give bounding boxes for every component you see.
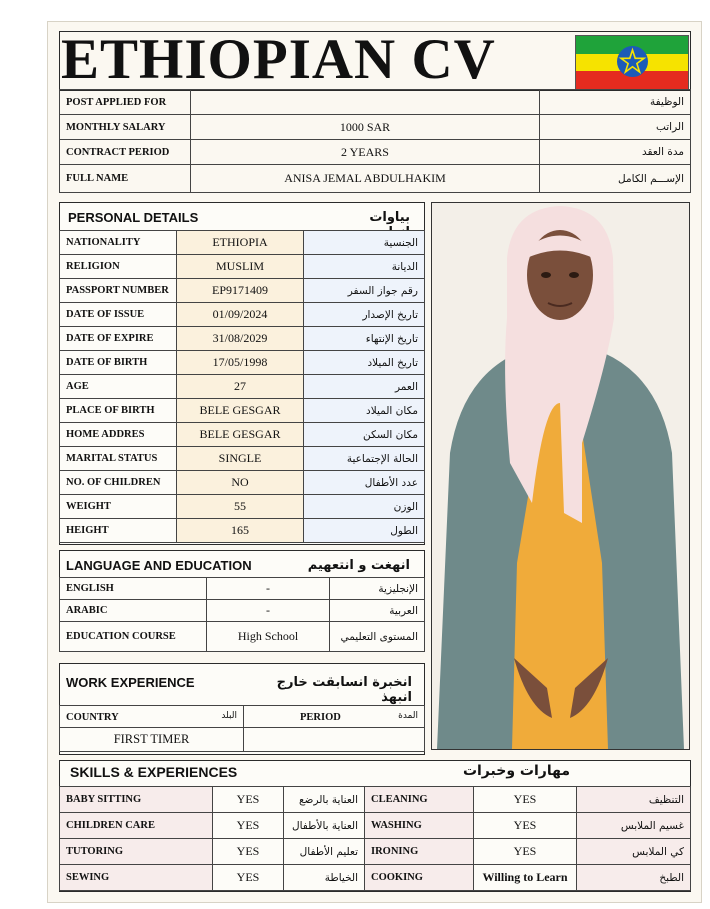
skill-ar: كي الملابس <box>577 839 691 865</box>
personal-row <box>60 231 425 255</box>
personal-row <box>60 423 425 447</box>
personal-label: WEIGHT <box>60 495 177 519</box>
skill-label: CLEANING <box>365 787 474 813</box>
education-value: High School <box>207 622 330 652</box>
personal-ar: العمر <box>304 375 425 399</box>
arabic-ar: العربية <box>330 600 425 622</box>
personal-value: ETHIOPIA <box>177 231 304 255</box>
personal-value: 27 <box>177 375 304 399</box>
skill-ar: العناية بالأطفال <box>284 813 365 839</box>
personal-ar: عدد الأطفال <box>304 471 425 495</box>
skill-ar: الطبخ <box>577 865 691 891</box>
personal-ar: رقم جواز السفر <box>304 279 425 303</box>
skills-heading: SKILLS & EXPERIENCES <box>70 764 238 780</box>
personal-row <box>60 519 425 543</box>
salary-value: 1000 SAR <box>191 115 540 140</box>
skill-value: YES <box>213 865 284 891</box>
skill-value: YES <box>474 839 577 865</box>
personal-label: DATE OF ISSUE <box>60 303 177 327</box>
personal-value: BELE GESGAR <box>177 423 304 447</box>
education-label: EDUCATION COURSE <box>60 622 207 652</box>
post-ar: الوظيفة <box>540 90 691 115</box>
language-heading: LANGUAGE AND EDUCATION <box>66 558 252 573</box>
skill-value: YES <box>474 813 577 839</box>
period-label: PERIOD <box>300 711 341 723</box>
personal-label: NATIONALITY <box>60 231 177 255</box>
period-ar: المدة <box>398 710 418 721</box>
personal-ar: الوزن <box>304 495 425 519</box>
personal-row <box>60 327 425 351</box>
post-label: POST APPLIED FOR <box>60 90 191 115</box>
personal-ar: الحالة الإجتماعية <box>304 447 425 471</box>
country-label: COUNTRY <box>66 711 119 723</box>
post-value <box>191 90 540 115</box>
skill-value: YES <box>213 813 284 839</box>
personal-label: DATE OF EXPIRE <box>60 327 177 351</box>
personal-ar: تاريخ الإصدار <box>304 303 425 327</box>
personal-label: DATE OF BIRTH <box>60 351 177 375</box>
skill-ar: العناية بالرضع <box>284 787 365 813</box>
skill-ar: الخياطة <box>284 865 365 891</box>
education-ar: المستوى التعليمي <box>330 622 425 652</box>
personal-label: RELIGION <box>60 255 177 279</box>
english-ar: الإنجليزية <box>330 578 425 600</box>
personal-ar: الجنسية <box>304 231 425 255</box>
work-table <box>59 705 425 752</box>
personal-label: HOME ADDRES <box>60 423 177 447</box>
skill-row <box>60 839 691 865</box>
skill-ar: التنظيف <box>577 787 691 813</box>
period-value <box>244 728 425 752</box>
skill-row <box>60 787 691 813</box>
personal-value: EP9171409 <box>177 279 304 303</box>
skill-row <box>60 865 691 891</box>
personal-value: BELE GESGAR <box>177 399 304 423</box>
personal-label: NO. OF CHILDREN <box>60 471 177 495</box>
personal-row <box>60 303 425 327</box>
skill-label: IRONING <box>365 839 474 865</box>
skill-label: CHILDREN CARE <box>60 813 213 839</box>
country-value: FIRST TIMER <box>60 728 244 752</box>
personal-heading-ar: بياوات <box>369 210 410 225</box>
personal-row <box>60 447 425 471</box>
fullname-value: ANISA JEMAL ABDULHAKIM <box>191 165 540 193</box>
personal-ar: تاريخ الميلاد <box>304 351 425 375</box>
personal-label: HEIGHT <box>60 519 177 543</box>
salary-ar: الراتب <box>540 115 691 140</box>
skill-value: YES <box>474 787 577 813</box>
personal-ar: الديانة <box>304 255 425 279</box>
personal-row <box>60 495 425 519</box>
skill-ar: غسيم الملابس <box>577 813 691 839</box>
personal-value: MUSLIM <box>177 255 304 279</box>
arabic-label: ARABIC <box>60 600 207 622</box>
personal-row <box>60 375 425 399</box>
personal-ar: مكان الميلاد <box>304 399 425 423</box>
skill-value: Willing to Learn <box>474 865 577 891</box>
personal-label: PLACE OF BIRTH <box>60 399 177 423</box>
page-title: ETHIOPIAN CV <box>61 28 496 91</box>
personal-value: SINGLE <box>177 447 304 471</box>
personal-row <box>60 399 425 423</box>
skills-heading-ar: مهارات وخبرات <box>462 763 570 779</box>
personal-label: MARITAL STATUS <box>60 447 177 471</box>
personal-value: 31/08/2029 <box>177 327 304 351</box>
personal-row <box>60 279 425 303</box>
skill-value: YES <box>213 839 284 865</box>
skill-row <box>60 813 691 839</box>
english-label: ENGLISH <box>60 578 207 600</box>
skill-label: TUTORING <box>60 839 213 865</box>
contract-value: 2 YEARS <box>191 140 540 165</box>
personal-row <box>60 471 425 495</box>
contract-label: CONTRACT PERIOD <box>60 140 191 165</box>
skill-value: YES <box>213 787 284 813</box>
personal-ar: تاريخ الإنتهاء <box>304 327 425 351</box>
language-table <box>59 577 425 652</box>
skill-label: COOKING <box>365 865 474 891</box>
skill-label: WASHING <box>365 813 474 839</box>
personal-value: 17/05/1998 <box>177 351 304 375</box>
fullname-ar: الإســـم الكامل <box>540 165 691 193</box>
english-value: - <box>207 578 330 600</box>
ethiopia-flag-icon <box>575 35 689 90</box>
country-ar: البلد <box>221 710 237 721</box>
personal-heading: PERSONAL DETAILS <box>68 210 199 225</box>
personal-ar: الطول <box>304 519 425 543</box>
contract-ar: مدة العقد <box>540 140 691 165</box>
top-info-table <box>59 89 691 193</box>
skill-label: SEWING <box>60 865 213 891</box>
personal-value: 165 <box>177 519 304 543</box>
personal-value: 55 <box>177 495 304 519</box>
fullname-label: FULL NAME <box>60 165 191 193</box>
personal-label: AGE <box>60 375 177 399</box>
personal-row <box>60 255 425 279</box>
personal-table <box>59 230 425 543</box>
personal-row <box>60 351 425 375</box>
personal-ar: مكان السكن <box>304 423 425 447</box>
personal-label: PASSPORT NUMBER <box>60 279 177 303</box>
language-heading-ar: انهغت و انتعهيم <box>307 558 410 573</box>
skill-label: BABY SITTING <box>60 787 213 813</box>
personal-value: NO <box>177 471 304 495</box>
skill-ar: تعليم الأطفال <box>284 839 365 865</box>
work-heading-ar: انخبرة انسابقت خارج انبهذ <box>276 675 412 705</box>
skills-table <box>59 786 691 891</box>
candidate-photo <box>431 202 690 750</box>
arabic-value: - <box>207 600 330 622</box>
salary-label: MONTHLY SALARY <box>60 115 191 140</box>
personal-value: 01/09/2024 <box>177 303 304 327</box>
work-heading: WORK EXPERIENCE <box>66 675 195 690</box>
